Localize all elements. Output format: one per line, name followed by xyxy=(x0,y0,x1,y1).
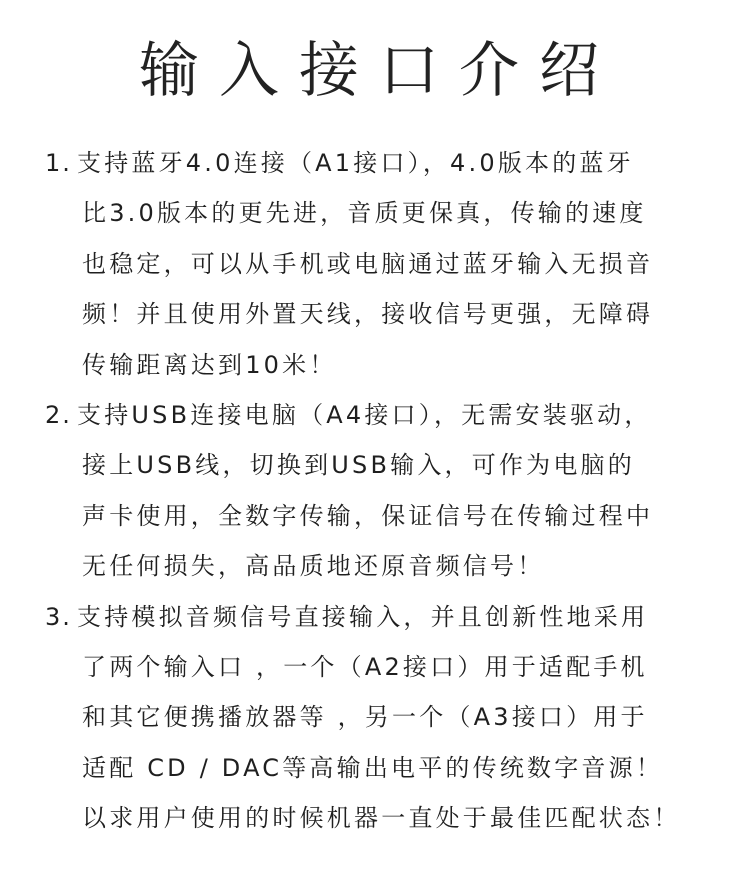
item-text-line: 接上USB线，切换到USB输入，可作为电脑的 xyxy=(82,451,635,480)
item-text-line: 无任何损失，高品质地还原音频信号！ xyxy=(82,552,545,581)
feature-item-bluetooth xyxy=(0,138,750,390)
feature-item-usb xyxy=(0,390,750,592)
item-number: 1. xyxy=(45,149,72,177)
item-text-line: 以求用户使用的时候机器一直处于最佳匹配状态！ xyxy=(82,804,681,833)
item-number: 2. xyxy=(45,400,72,429)
item-text-line: 适配 CD / DAC等高输出电平的传统数字音源！ xyxy=(82,753,664,782)
item-text-line: 频！并且使用外置天线，接收信号更强，无障碍 xyxy=(82,300,654,329)
item-text-line: 支持蓝牙4.0连接（A1接口），4.0版本的蓝牙 xyxy=(77,149,634,177)
feature-item-analog xyxy=(0,592,750,844)
item-text-line: 和其它便携播放器等 ，另一个（A3接口）用于 xyxy=(82,703,648,732)
item-text-line: 支持模拟音频信号直接输入，并且创新性地采用 xyxy=(77,602,649,631)
item-text-line: 支持USB连接电脑（A4接口），无需安装驱动， xyxy=(77,400,652,429)
item-text-line: 了两个输入口 ，一个（A2接口）用于适配手机 xyxy=(82,652,648,681)
item-text-line: 声卡使用，全数字传输，保证信号在传输过程中 xyxy=(82,501,654,530)
feature-list xyxy=(0,138,750,843)
item-number: 3. xyxy=(45,602,72,631)
page-title: 输入接口介绍 xyxy=(139,36,619,106)
item-text-line: 也稳定，可以从手机或电脑通过蓝牙输入无损音 xyxy=(82,249,654,278)
item-text-line: 比3.0版本的更先进，音质更保真，传输的速度 xyxy=(82,199,647,228)
item-text-line: 传输距离达到10米！ xyxy=(82,350,337,379)
